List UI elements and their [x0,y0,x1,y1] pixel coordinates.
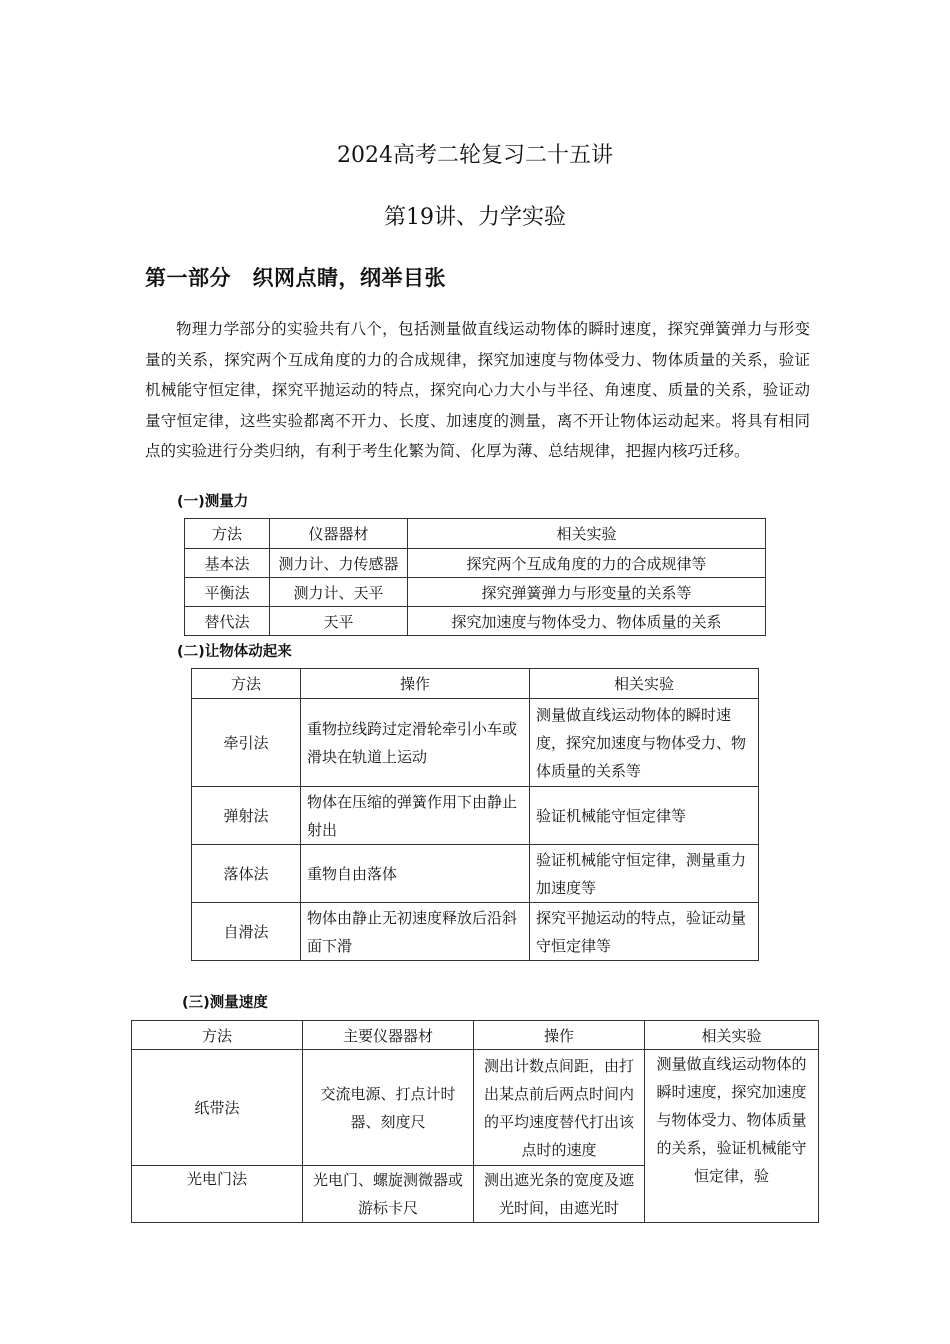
table-cell: 弹射法 [192,787,301,845]
header-cell: 相关实验 [530,669,759,699]
table-row [192,903,759,961]
table-cell: 探究两个互成角度的力的合成规律等 [408,549,766,578]
table-cell: 探究加速度与物体受力、物体质量的关系 [408,607,766,636]
section-heading-measure-force: (一)测量力 [177,494,249,510]
table-cell: 测出计数点间距，由打出某点前后两点时间内的平均速度替代打出该点时的速度 [474,1050,645,1166]
document-title: 2024高考二轮复习二十五讲 [337,143,613,168]
table-cell: 测量做直线运动物体的瞬时速度，探究加速度与物体受力、物体质量的关系等 [530,699,759,787]
table-cell: 替代法 [185,607,270,636]
header-cell: 方法 [192,669,301,699]
table-row [185,578,766,607]
make-move-table [191,668,759,961]
part-heading: 第一部分 织网点睛，纲举目张 [145,266,446,290]
header-cell: 主要仪器器材 [303,1021,474,1050]
table-row [132,1050,819,1166]
table-cell: 验证机械能守恒定律，测量重力加速度等 [530,845,759,903]
table-row [185,607,766,636]
table-cell: 探究平抛运动的特点，验证动量守恒定律等 [530,903,759,961]
section-heading-measure-velocity: (三)测量速度 [182,995,268,1011]
table-row [192,787,759,845]
table-cell: 重物自由落体 [301,845,530,903]
table-row [185,549,766,578]
header-cell: 方法 [185,519,270,549]
measure-force-table [184,518,766,636]
header-cell: 相关实验 [408,519,766,549]
table-cell: 测力计、力传感器 [270,549,408,578]
intro-paragraph: 物理力学部分的实验共有八个，包括测量做直线运动物体的瞬时速度，探究弹簧弹力与形变量的关系，探究两个互成角度的力的合成规律，探究加速度与物体受力、物体质量的关系，验证机械能守恒定律，探究平抛运动的特点，探究向心力大小与半径、角速度、质量的关系，验证动量守恒定律，这些实验都离不开力、长度、加速度的测量，离不开让物体运动起来。将具有相同点的实验进行分类归纳，有利于考生化繁为简、化厚为薄、总结规律，把握内核巧迁移。 [145,320,810,461]
header-cell: 仪器器材 [270,519,408,549]
table-cell: 光电门法 [132,1166,303,1223]
table-header-row [185,519,766,549]
header-cell: 相关实验 [645,1021,819,1050]
table-cell: 光电门、螺旋测微器或游标卡尺 [303,1166,474,1223]
table-cell: 物体在压缩的弹簧作用下由静止射出 [301,787,530,845]
table-cell: 天平 [270,607,408,636]
table-cell: 测力计、天平 [270,578,408,607]
table-cell: 平衡法 [185,578,270,607]
section-heading-make-move: (二)让物体动起来 [177,644,292,660]
table-cell: 牵引法 [192,699,301,787]
table-cell: 纸带法 [132,1050,303,1166]
header-cell: 操作 [474,1021,645,1050]
table-cell: 交流电源、打点计时器、刻度尺 [303,1050,474,1166]
table-cell: 重物拉线跨过定滑轮牵引小车或滑块在轨道上运动 [301,699,530,787]
header-cell: 方法 [132,1021,303,1050]
table-header-row [192,669,759,699]
table-cell: 物体由静止无初速度释放后沿斜面下滑 [301,903,530,961]
header-cell: 操作 [301,669,530,699]
table-cell: 基本法 [185,549,270,578]
table-cell: 落体法 [192,845,301,903]
measure-velocity-table [131,1020,819,1223]
table-cell: 测出遮光条的宽度及遮光时间，由遮光时 [474,1166,645,1223]
table-cell: 验证机械能守恒定律等 [530,787,759,845]
table-cell: 自滑法 [192,903,301,961]
lecture-title: 第19讲、力学实验 [384,205,566,230]
table-cell-merged: 测量做直线运动物体的瞬时速度，探究加速度与物体受力、物体质量的关系，验证机械能守恒定律，验 [645,1050,819,1223]
table-header-row [132,1021,819,1050]
table-row [192,699,759,787]
table-row [192,845,759,903]
table-cell: 探究弹簧弹力与形变量的关系等 [408,578,766,607]
